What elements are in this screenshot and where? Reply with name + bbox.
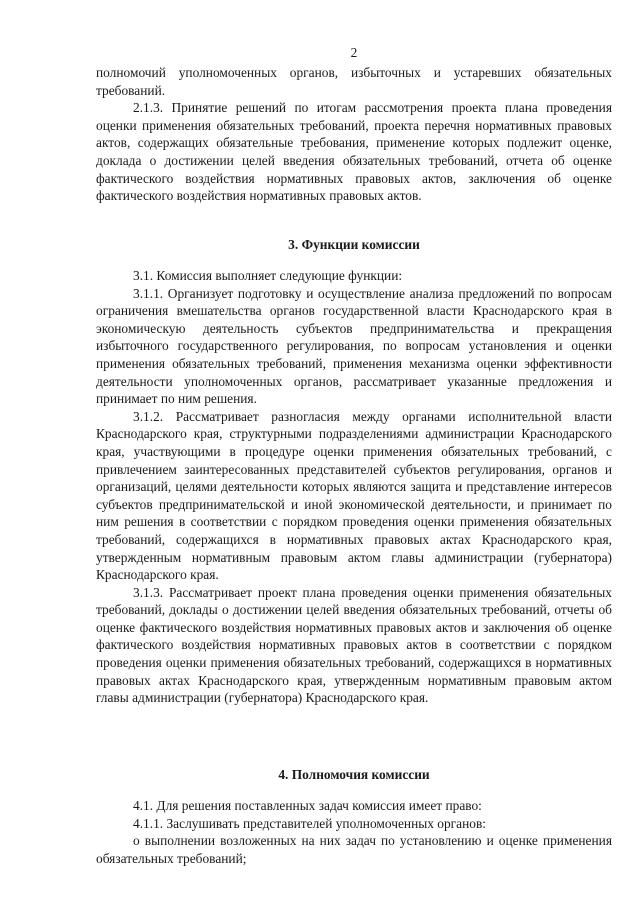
paragraph-4-1-1-item: о выполнении возложенных на них задач по установлению и оценке применения обязательных требований; [96, 833, 612, 866]
paragraph-3-1: 3.1. Комиссия выполняет следующие функции: [133, 268, 403, 283]
heading-section-4: 4. Полномочия комиссии [278, 767, 430, 782]
text-block-top [96, 64, 612, 205]
paragraph-3-1-2: 3.1.2. Рассматривает разногласия между органами исполнительной власти Краснодарского края, структурными подразделениями администрации Краснодарского края, участвующими в процедуре оценки применения обязательных требований, с привлечением заинтересованных представителей субъектов регулирования, органов и организаций, целями деятельности которых являются защита и представление интересов субъектов предпринимательской и иной экономической деятельности, и принимает по ним решения в соответствии с порядком проведения оценки применения обязательных требований, содержащихся в нормативных правовых актах Краснодарского края, утвержденным нормативным правовым актом главы администрации (губернатора) Краснодарского края. [96, 408, 612, 583]
paragraph-4-1: 4.1. Для решения поставленных задач комиссия имеет право: [133, 798, 482, 813]
text-block-section-3 [96, 267, 612, 707]
paragraph-3-1-3: 3.1.3. Рассматривает проект плана проведения оценки применения обязательных требований, доклады о достижении целей введения обязательных требований, отчеты об оценке фактического воздействия нормативных правовых актов и заключения об оценке фактического воздействия нормативных правовых актов в соответствии с порядком проведения оценки применения обязательных требований, содержащихся в нормативных правовых актах Краснодарского края, утвержденным нормативным правовым актом главы администрации (губернатора) Краснодарского края. [96, 584, 612, 706]
section-4 [96, 766, 612, 784]
paragraph-4-1-1: 4.1.1. Заслушивать представителей уполномоченных органов: [133, 815, 487, 831]
text-block-section-4 [96, 797, 612, 867]
paragraph-3-1-1: 3.1.1. Организует подготовку и осуществление анализа предложений по вопросам ограничения вмешательства органов государственной власти Краснодарского края в экономическую деятельность субъектов предпринимательства и прекращения избыточного государственного регулирования, по вопросам установления и оценки применения обязательных требований, применения механизма оценки эффективности деятельности уполномоченных органов, рассматривает указанные предложения и принимает по ним решения. [96, 285, 612, 407]
heading-section-3: 3. Функции комиссии [288, 237, 420, 252]
page-number: 2 [350, 45, 358, 60]
section-3 [96, 236, 612, 254]
paragraph-2-1-3: 2.1.3. Принятие решений по итогам рассмотрения проекта плана проведения оценки применения обязательных требований, проекта перечня нормативных правовых актов, содержащих обязательные требования, применение которых подлежит оценке, доклада о достижении целей введения обязательных требований, отчета об оценке фактического воздействия нормативных правовых актов, заключения об оценке фактического воздействия нормативных правовых актов. [96, 100, 612, 204]
paragraph-continuation: полномочий уполномоченных органов, избыточных и устаревших обязательных требований. [96, 65, 612, 98]
